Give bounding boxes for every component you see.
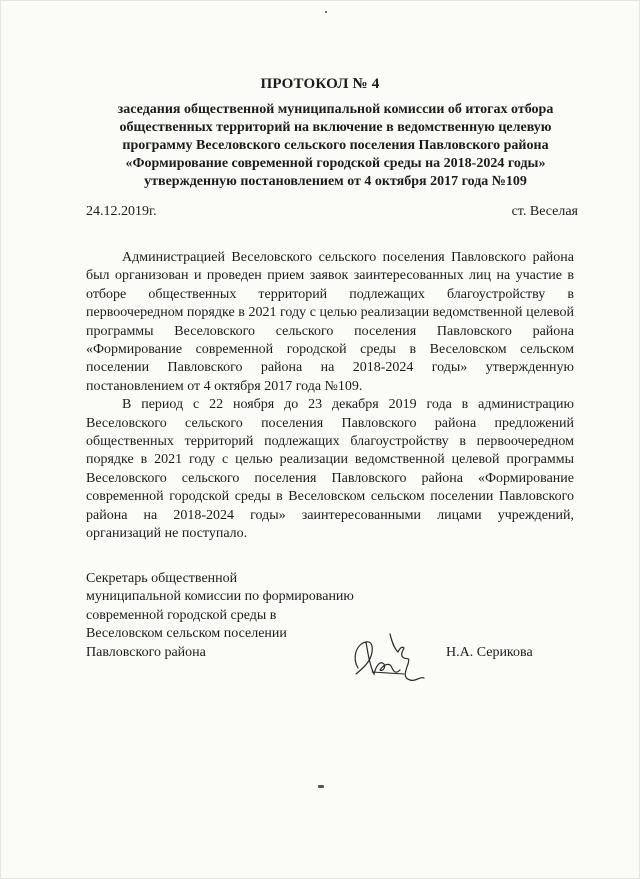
document-title: ПРОТОКОЛ № 4: [260, 76, 380, 92]
document-subtitle: [98, 101, 573, 191]
signatory-line: муниципальной комиссии по формированию: [86, 589, 354, 605]
body-paragraph: В период с 22 ноября до 23 декабря 2019 года в администрацию Веселовского сельского поселения Павловского района предложений общественных территорий подлежащих благоустройству в первоочередном порядке в 2021 году с целью реализации ведомственной целевой программы Веселовского сельского поселения Павловского района «Формирование современной городской среды в Веселовском сельском поселении Павловского района на 2018-2024 годы» заинтересованными лицами учреждений, организаций не поступало.: [86, 397, 574, 542]
signatory-line: Веселовском сельском поселении: [86, 626, 287, 642]
subtitle-line: утвержденную постановлением от 4 октября 2017 года №109: [144, 174, 527, 189]
signer-name: Н.А. Серикова: [446, 645, 533, 660]
signatory-line: современной городской среды в: [86, 607, 277, 623]
body-paragraph: Администрацией Веселовского сельского поселения Павловского района был организован и проведен прием заявок заинтересованных лиц на участие в отборе общественных территорий подлежащих благоустройству в первоочередном порядке в 2021 году с целью реализации ведомственной целевой программы Веселовского сельского поселения Павловского района «Формирование современной городской среды в Веселовском сельском поселении Павловского района на 2018-2024 годы» утвержденную постановлением от 4 октября 2017 года №109.: [86, 250, 574, 394]
signatory-line: Павловского района: [86, 644, 206, 660]
signatory-line: Секретарь общественной: [86, 571, 238, 586]
signature-icon: [344, 628, 428, 688]
document-place: ст. Веселая: [511, 204, 578, 219]
document-body: [86, 249, 574, 544]
subtitle-line: общественных территорий на включение в ведомственную целевую: [119, 120, 552, 135]
subtitle-line: «Формирование современной городской среды на 2018-2024 годы»: [125, 156, 546, 171]
signatory-title: [86, 570, 354, 662]
document-date: 24.12.2019г.: [86, 204, 157, 219]
scan-speck: [318, 785, 324, 788]
subtitle-line: программу Веселовского сельского поселения Павловского района: [122, 138, 549, 153]
subtitle-line: заседания общественной муниципальной комиссии об итогах отбора: [117, 102, 554, 117]
scan-speck: [325, 11, 327, 13]
